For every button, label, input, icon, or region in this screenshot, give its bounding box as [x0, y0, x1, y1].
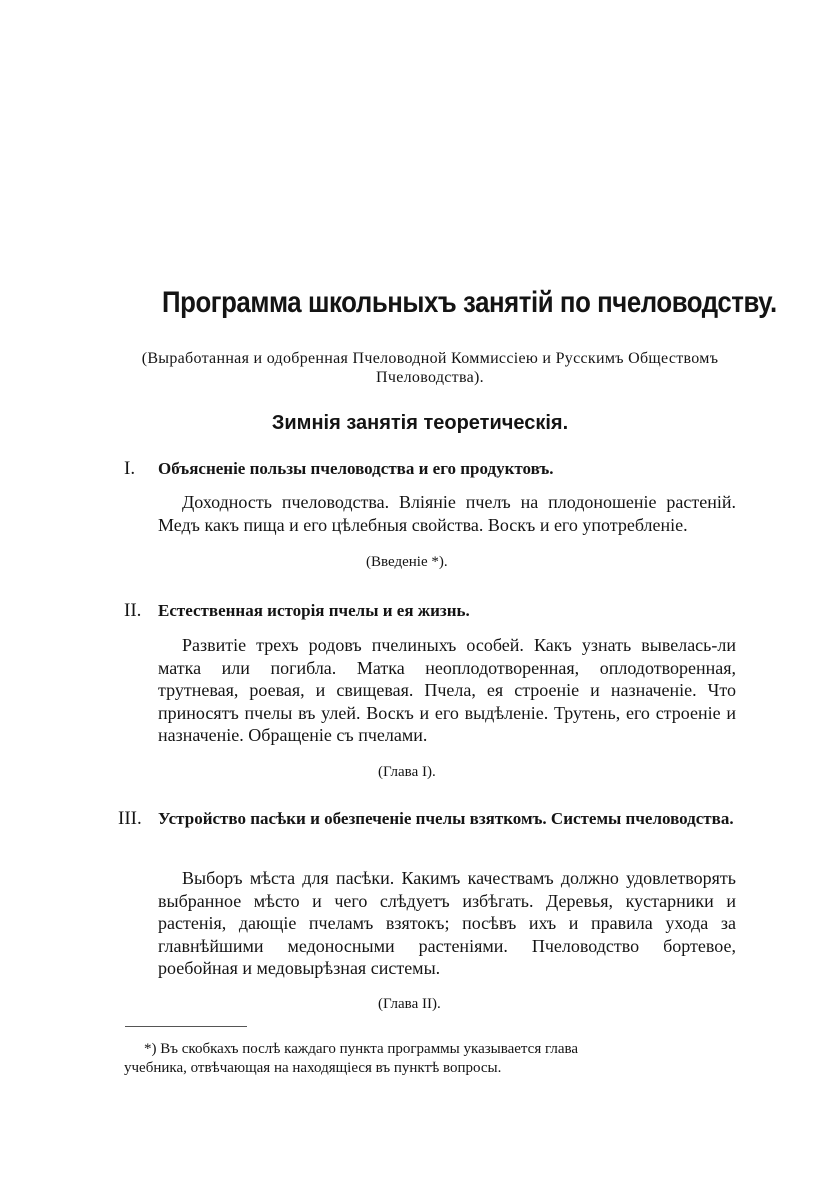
- section-title: Зимнія занятія теоретическія.: [271, 412, 569, 434]
- subtitle: (Выработанная и одобренная Пчеловодной Коммиссіею и Русскимъ Обществомъ Пчеловодства).: [141, 350, 719, 386]
- item-2-text: Развитіе трехъ родовъ пчелиныхъ особей. Какъ узнать вывелась-ли матка или погибла. Матка неоплодотворенная, оплодотворенная, трутневая, роевая, и свищевая. Пчела, ея строеніе и назначеніе. Что приносятъ пчелы въ улей. Воскъ и его выдѣленіе. Трутень, его строеніе и назначеніе. Обращеніе съ пчелами.: [158, 635, 736, 745]
- item-2-number: II.: [124, 600, 142, 621]
- footnote-line-2: учебника, отвѣчающая на находящіеся въ пунктѣ вопросы.: [124, 1060, 502, 1076]
- item-3-heading-text: Устройство пасѣки и обезпеченіе пчелы взяткомъ. Системы пчеловодства.: [158, 809, 734, 828]
- item-2-heading: [124, 598, 744, 623]
- item-3-ref: (Глава II).: [378, 996, 441, 1012]
- item-3-number: III.: [118, 808, 142, 829]
- footnote-line-1: *) Въ скобкахъ послѣ каждаго пункта программы указывается глава: [144, 1041, 579, 1057]
- item-3-text: Выборъ мѣста для пасѣки. Какимъ качествамъ должно удовлетворять выбранное мѣсто и чего слѣдуетъ избѣгать. Деревья, кустарники и растенія, дающіе пчеламъ взятокъ; посѣвъ ихъ и правила ухода за главнѣйшими медоносными растеніями. Пчеловодство бортевое, роебойная и медовырѣзная системы.: [158, 868, 736, 978]
- item-1-ref: (Введеніе *).: [366, 554, 448, 570]
- item-1-number: I.: [124, 458, 136, 479]
- item-2-ref: (Глава I).: [378, 764, 436, 780]
- page-title: Программа школьныхъ занятій по пчеловодству.: [162, 286, 777, 319]
- item-1-heading: [124, 456, 744, 481]
- footnote-divider: [125, 1026, 247, 1027]
- item-3-heading: [118, 806, 740, 831]
- item-1-text: Доходность пчеловодства. Вліяніе пчелъ на плодоношеніе растеній. Медъ какъ пища и его цѣлебныя свойства. Воскъ и его употребленіе.: [158, 492, 736, 535]
- footnote: [124, 1040, 740, 1078]
- item-1-heading-text: Объясненіе пользы пчеловодства и его продуктовъ.: [158, 459, 554, 478]
- item-2-heading-text: Естественная исторія пчелы и ея жизнь.: [158, 601, 470, 620]
